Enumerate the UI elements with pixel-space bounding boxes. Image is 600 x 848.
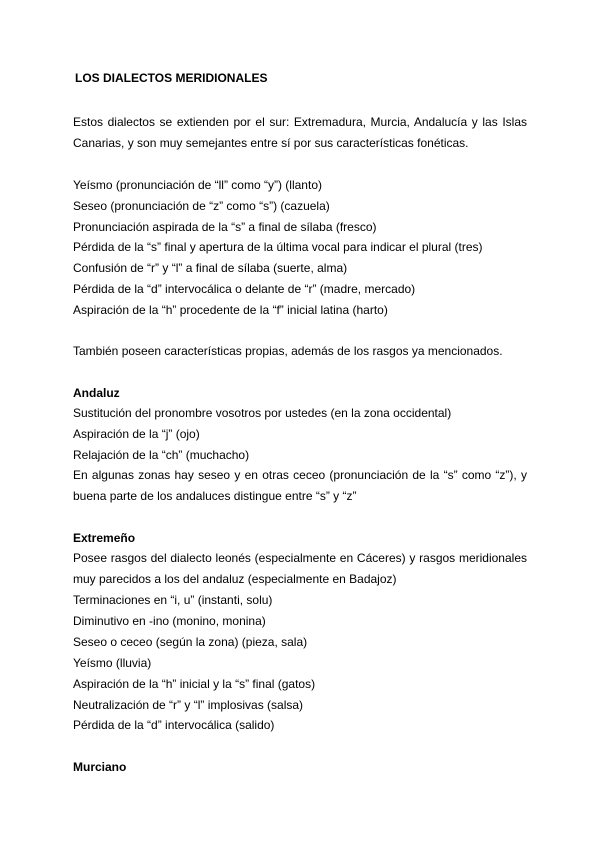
extremeno-item: Neutralización de “r” y “l” implosivas (salsa): [73, 698, 304, 712]
extremeno-item: Seseo o ceceo (según la zona) (pieza, sala): [73, 635, 308, 649]
document-title: LOS DIALECTOS MERIDIONALES: [75, 71, 268, 85]
feature-line: Pérdida de la “s” final y apertura de la última vocal para indicar el plural (tres): [73, 240, 483, 254]
extremeno-item: Terminaciones en “i, u” (instanti, solu): [73, 593, 273, 607]
extremeno-item: Pérdida de la “d” intervocálica (salido): [73, 718, 275, 732]
extremeno-item: Aspiración de la “h” inicial y la “s” final (gatos): [73, 677, 316, 691]
andaluz-heading: Andaluz: [73, 386, 120, 400]
extremeno-paragraph: Posee rasgos del dialecto leonés (especialmente en Cáceres) y rasgos meridionales muy parecidos a los del andaluz (especialmente en Badajoz): [73, 551, 527, 586]
also-paragraph: También poseen características propias, además de los rasgos ya mencionados.: [73, 344, 503, 358]
andaluz-item: Sustitución del pronombre vosotros por ustedes (en la zona occidental): [73, 406, 452, 420]
extremeno-item: Diminutivo en -ino (monino, monina): [73, 614, 266, 628]
andaluz-paragraph: En algunas zonas hay seseo y en otras ceceo (pronunciación de la “s” como “z”), y buena parte de los andaluces distingue entre “s” y “z”: [73, 468, 527, 503]
extremeno-heading: Extremeño: [73, 531, 136, 545]
feature-line: Confusión de “r” y “l” a final de sílaba (suerte, alma): [73, 261, 348, 275]
feature-line: Aspiración de la “h” procedente de la “f” inicial latina (harto): [73, 303, 388, 317]
feature-line: Seseo (pronunciación de “z” como “s”) (cazuela): [73, 199, 330, 213]
andaluz-item: Aspiración de la “j” (ojo): [73, 427, 200, 441]
feature-line: Pérdida de la “d” intervocálica o delante de “r” (madre, mercado): [73, 282, 416, 296]
feature-line: Yeísmo (pronunciación de “ll” como “y”) (llanto): [73, 178, 322, 192]
extremeno-item: Yeísmo (lluvia): [73, 656, 152, 670]
intro-paragraph: Estos dialectos se extienden por el sur: Extremadura, Murcia, Andalucía y las Islas Canarias, y son muy semejantes entre sí por sus características fonéticas.: [73, 115, 527, 150]
andaluz-item: Relajación de la “ch” (muchacho): [73, 448, 250, 462]
feature-line: Pronunciación aspirada de la “s” a final de sílaba (fresco): [73, 220, 377, 234]
murciano-heading: Murciano: [73, 760, 127, 774]
